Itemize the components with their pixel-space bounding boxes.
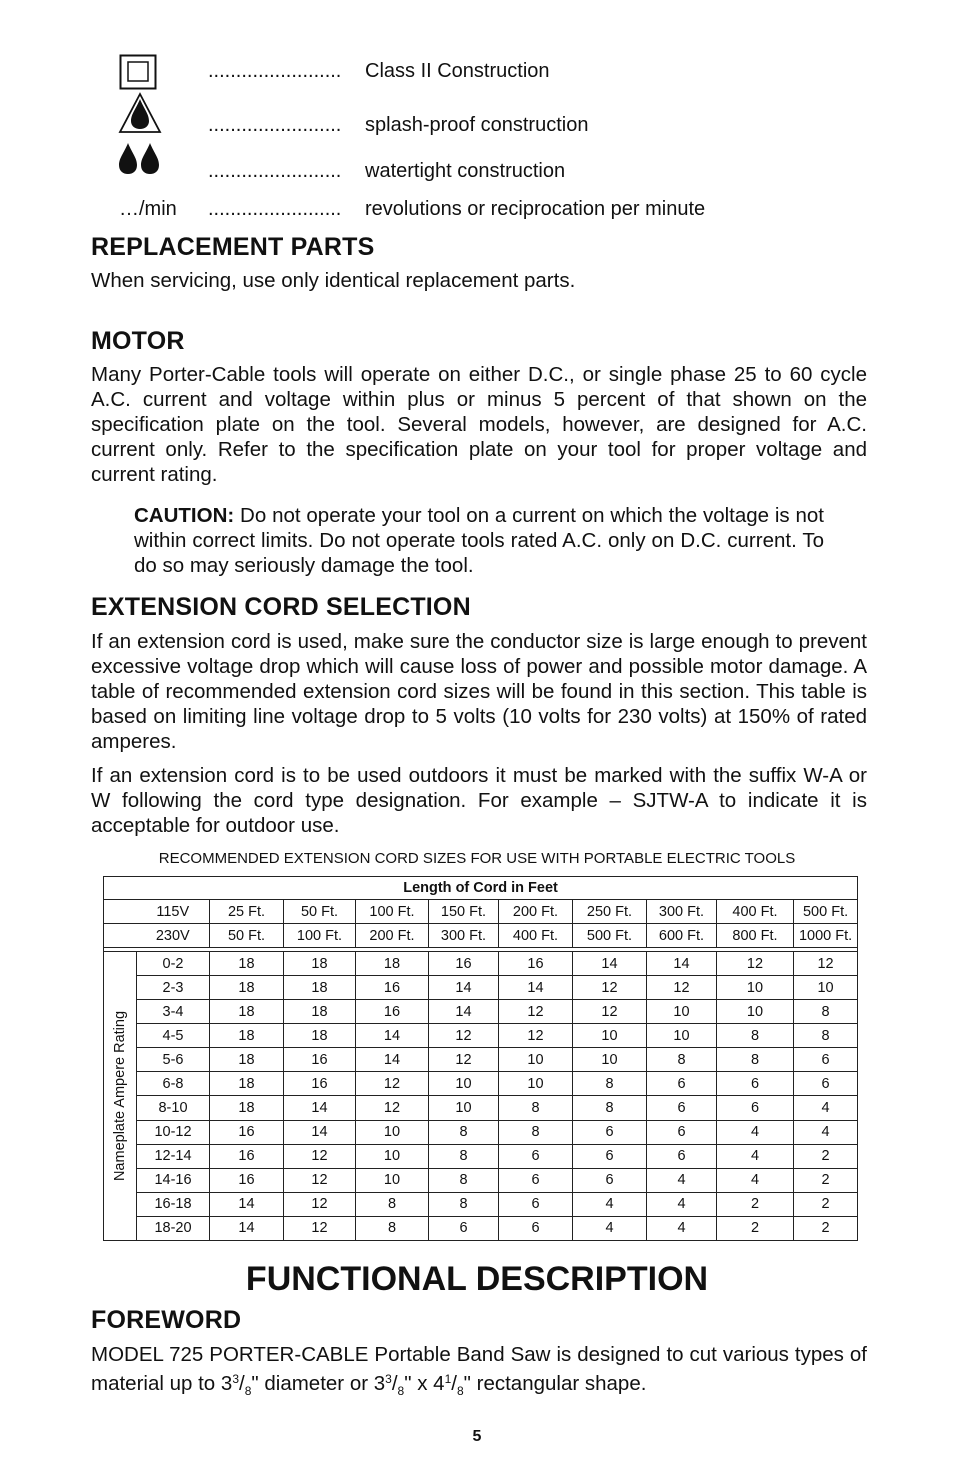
length-cell: 800 Ft. (717, 924, 794, 948)
table-row (104, 1048, 858, 1072)
gauge-cell: 6 (499, 1168, 573, 1192)
symbol-description: Class II Construction (365, 60, 550, 82)
class-ii-square-icon (119, 54, 157, 96)
gauge-cell: 8 (794, 1024, 858, 1048)
gauge-cell: 18 (210, 952, 284, 976)
length-cell: 300 Ft. (429, 924, 499, 948)
gauge-cell: 16 (356, 976, 429, 1000)
extension-cord-table (103, 876, 858, 1241)
gauge-cell: 4 (794, 1120, 858, 1144)
gauge-cell: 4 (717, 1168, 794, 1192)
leader-dots: ........................ (208, 60, 342, 82)
gauge-cell: 12 (356, 1096, 429, 1120)
gauge-cell: 2 (717, 1216, 794, 1240)
gauge-cell: 6 (794, 1048, 858, 1072)
gauge-cell: 8 (794, 1000, 858, 1024)
gauge-cell: 16 (284, 1072, 356, 1096)
gauge-cell: 4 (573, 1192, 647, 1216)
table-row (104, 1000, 858, 1024)
length-cell: 250 Ft. (573, 900, 647, 924)
ampere-range-cell: 2-3 (137, 976, 210, 1000)
gauge-cell: 8 (429, 1144, 499, 1168)
per-minute-symbol: …/min (119, 198, 177, 220)
gauge-cell: 8 (573, 1096, 647, 1120)
row-axis-label-wrap (104, 952, 136, 1240)
length-cell: 100 Ft. (284, 924, 356, 948)
gauge-cell: 16 (210, 1144, 284, 1168)
gauge-cell: 10 (717, 1000, 794, 1024)
ampere-range-cell: 5-6 (137, 1048, 210, 1072)
gauge-cell: 8 (429, 1192, 499, 1216)
length-cell: 200 Ft. (356, 924, 429, 948)
foreword-text-part: " x 4 (404, 1372, 445, 1395)
fraction-denominator: 8 (456, 1384, 464, 1399)
gauge-cell: 18 (210, 1096, 284, 1120)
gauge-cell: 14 (429, 976, 499, 1000)
table-row (104, 1144, 858, 1168)
gauge-cell: 10 (647, 1000, 717, 1024)
gauge-cell: 4 (647, 1216, 717, 1240)
gauge-cell: 18 (210, 1048, 284, 1072)
length-cell: 50 Ft. (284, 900, 356, 924)
length-cell: 500 Ft. (794, 900, 858, 924)
gauge-cell: 6 (717, 1072, 794, 1096)
row-axis-label-text: Nameplate Ampere Rating (112, 1010, 128, 1182)
extension-cord-text-2: If an extension cord is to be used outdoors it must be marked with the suffix W-A or W following the cord type designation. For example – SJTW-A to indicate it is acceptable for outdoor use. (91, 764, 867, 837)
length-cell: 400 Ft. (499, 924, 573, 948)
foreword-text-part: MODEL 725 PORTER-CABLE Portable Band Saw is designed to cut various types of material up to 3 (91, 1343, 867, 1395)
caution-label: CAUTION: (134, 504, 235, 527)
gauge-cell: 2 (794, 1144, 858, 1168)
extension-cord-text-1: If an extension cord is used, make sure the conductor size is large enough to prevent excessive voltage drop which will cause loss of power and possible motor damage. A table of recommended extension cord sizes will be found in this section. This table is based on limiting line voltage drop to 5 volts (10 volts for 230 volts) at 150% of rated amperes. (91, 630, 867, 753)
table-row (104, 1024, 858, 1048)
blank-cell (104, 924, 137, 948)
leader-dots: ........................ (208, 114, 342, 136)
gauge-cell: 16 (210, 1168, 284, 1192)
gauge-cell: 10 (356, 1144, 429, 1168)
gauge-cell: 8 (717, 1048, 794, 1072)
gauge-cell: 2 (717, 1192, 794, 1216)
gauge-cell: 8 (429, 1168, 499, 1192)
voltage-row (104, 900, 858, 924)
gauge-cell: 12 (429, 1048, 499, 1072)
table-header-row (104, 877, 858, 900)
ampere-range-cell: 12-14 (137, 1144, 210, 1168)
table-row (104, 1216, 858, 1240)
gauge-cell: 2 (794, 1168, 858, 1192)
gauge-cell: 6 (717, 1096, 794, 1120)
gauge-cell: 4 (647, 1168, 717, 1192)
ampere-range-cell: 16-18 (137, 1192, 210, 1216)
gauge-cell: 6 (647, 1096, 717, 1120)
leader-dots: ........................ (208, 198, 342, 220)
length-cell: 100 Ft. (356, 900, 429, 924)
gauge-cell: 8 (573, 1072, 647, 1096)
foreword-heading: FOREWORD (91, 1306, 242, 1334)
gauge-cell: 12 (284, 1216, 356, 1240)
foreword-text-part: " rectangular shape. (463, 1372, 647, 1395)
gauge-cell: 8 (356, 1216, 429, 1240)
length-cell: 150 Ft. (429, 900, 499, 924)
gauge-cell: 4 (717, 1144, 794, 1168)
gauge-cell: 12 (284, 1144, 356, 1168)
gauge-cell: 2 (794, 1216, 858, 1240)
table-caption: RECOMMENDED EXTENSION CORD SIZES FOR USE WITH PORTABLE ELECTRIC TOOLS (158, 850, 796, 867)
table-row (104, 1192, 858, 1216)
gauge-cell: 6 (573, 1144, 647, 1168)
gauge-cell: 18 (284, 976, 356, 1000)
length-cell: 400 Ft. (717, 900, 794, 924)
ampere-range-cell: 3-4 (137, 1000, 210, 1024)
gauge-cell: 14 (356, 1048, 429, 1072)
gauge-cell: 16 (356, 1000, 429, 1024)
row-axis-label (104, 952, 137, 1241)
symbol-description: splash-proof construction (365, 114, 589, 136)
table-header-cell: Length of Cord in Feet (104, 877, 858, 900)
length-cell: 500 Ft. (573, 924, 647, 948)
length-cell: 600 Ft. (647, 924, 717, 948)
gauge-cell: 10 (356, 1168, 429, 1192)
gauge-cell: 4 (794, 1096, 858, 1120)
gauge-cell: 6 (647, 1144, 717, 1168)
gauge-cell: 6 (573, 1120, 647, 1144)
gauge-cell: 10 (429, 1072, 499, 1096)
symbol-description: watertight construction (365, 160, 566, 182)
gauge-cell: 14 (284, 1120, 356, 1144)
gauge-cell: 18 (210, 1072, 284, 1096)
blank-cell (104, 900, 137, 924)
ampere-range-cell: 4-5 (137, 1024, 210, 1048)
double-drop-icon (117, 142, 161, 182)
extension-cord-heading: EXTENSION CORD SELECTION (91, 593, 471, 621)
length-cell: 230V (137, 924, 210, 948)
gauge-cell: 14 (647, 952, 717, 976)
gauge-cell: 12 (499, 1000, 573, 1024)
caution-text: Do not operate your tool on a current on which the voltage is not within correct limits. Do not operate tools rated A.C. only on D.C. current. To do so may seriously damage the tool. (134, 504, 824, 577)
table-row (104, 1072, 858, 1096)
gauge-cell: 16 (210, 1120, 284, 1144)
gauge-cell: 14 (210, 1192, 284, 1216)
gauge-cell: 12 (573, 1000, 647, 1024)
gauge-cell: 12 (573, 976, 647, 1000)
single-drop-icon (118, 92, 162, 140)
ampere-range-cell: 10-12 (137, 1120, 210, 1144)
length-cell: 50 Ft. (210, 924, 284, 948)
gauge-cell: 18 (356, 952, 429, 976)
gauge-cell: 16 (499, 952, 573, 976)
length-cell: 1000 Ft. (794, 924, 858, 948)
table-row (104, 976, 858, 1000)
table-row (104, 1120, 858, 1144)
table-row (104, 1096, 858, 1120)
gauge-cell: 6 (499, 1192, 573, 1216)
gauge-cell: 6 (647, 1072, 717, 1096)
functional-description-title: FUNCTIONAL DESCRIPTION (245, 1260, 709, 1298)
page-number: 5 (472, 1428, 482, 1445)
gauge-cell: 8 (356, 1192, 429, 1216)
gauge-cell: 12 (499, 1024, 573, 1048)
symbol-description: revolutions or reciprocation per minute (365, 198, 706, 220)
gauge-cell: 10 (717, 976, 794, 1000)
gauge-cell: 8 (429, 1120, 499, 1144)
ampere-range-cell: 8-10 (137, 1096, 210, 1120)
gauge-cell: 6 (499, 1216, 573, 1240)
gauge-cell: 6 (573, 1168, 647, 1192)
gauge-cell: 8 (647, 1048, 717, 1072)
gauge-cell: 14 (284, 1096, 356, 1120)
gauge-cell: 18 (210, 1024, 284, 1048)
gauge-cell: 8 (499, 1096, 573, 1120)
motor-heading: MOTOR (91, 327, 185, 355)
replacement-parts-text: When servicing, use only identical replacement parts. (91, 269, 576, 292)
fraction-numerator: 1 (444, 1372, 452, 1386)
gauge-cell: 6 (429, 1216, 499, 1240)
gauge-cell: 12 (794, 952, 858, 976)
gauge-cell: 14 (429, 1000, 499, 1024)
gauge-cell: 18 (284, 1000, 356, 1024)
ampere-range-cell: 14-16 (137, 1168, 210, 1192)
gauge-cell: 8 (499, 1120, 573, 1144)
gauge-cell: 14 (499, 976, 573, 1000)
gauge-cell: 10 (573, 1048, 647, 1072)
foreword-text-part: " diameter or 3 (251, 1372, 386, 1395)
gauge-cell: 10 (499, 1072, 573, 1096)
ampere-range-cell: 6-8 (137, 1072, 210, 1096)
gauge-cell: 16 (284, 1048, 356, 1072)
gauge-cell: 8 (717, 1024, 794, 1048)
gauge-cell: 18 (284, 1024, 356, 1048)
fraction-numerator: 3 (232, 1372, 239, 1386)
gauge-cell: 12 (356, 1072, 429, 1096)
length-cell: 300 Ft. (647, 900, 717, 924)
gauge-cell: 6 (499, 1144, 573, 1168)
gauge-cell: 4 (717, 1120, 794, 1144)
leader-dots: ........................ (208, 160, 342, 182)
gauge-cell: 10 (794, 976, 858, 1000)
length-cell: 25 Ft. (210, 900, 284, 924)
gauge-cell: 14 (356, 1024, 429, 1048)
gauge-cell: 6 (794, 1072, 858, 1096)
gauge-cell: 14 (210, 1216, 284, 1240)
table-row (104, 1168, 858, 1192)
foreword-text: MODEL 725 PORTER-CABLE Portable Band Saw is designed to cut various types of material up to $3^3/_8$" diameter or $3^3/_8$" x $4^1/_8$" rectangular shape. (91, 1343, 867, 1399)
gauge-cell: 18 (284, 952, 356, 976)
gauge-cell: 4 (573, 1216, 647, 1240)
gauge-cell: 12 (429, 1024, 499, 1048)
length-cell: 200 Ft. (499, 900, 573, 924)
replacement-parts-heading: REPLACEMENT PARTS (91, 233, 375, 261)
caution-note (134, 503, 824, 578)
gauge-cell: 12 (284, 1192, 356, 1216)
gauge-cell: 18 (210, 976, 284, 1000)
length-cell: 115V (137, 900, 210, 924)
gauge-cell: 12 (284, 1168, 356, 1192)
fraction-numerator: 3 (385, 1372, 392, 1386)
table-row (104, 952, 858, 976)
gauge-cell: 12 (647, 976, 717, 1000)
fraction-denominator: 8 (397, 1384, 405, 1399)
gauge-cell: 10 (573, 1024, 647, 1048)
gauge-cell: 2 (794, 1192, 858, 1216)
gauge-cell: 10 (499, 1048, 573, 1072)
gauge-cell: 16 (429, 952, 499, 976)
motor-text: Many Porter-Cable tools will operate on either D.C., or single phase 25 to 60 cycle A.C. current and voltage within plus or minus 5 percent of that shown on the specification plate on the tool. Several models, however, are designed for A.C. current only. Refer to the specification plate on your tool for proper voltage and current rating. (91, 363, 867, 486)
gauge-cell: 4 (647, 1192, 717, 1216)
ampere-range-cell: 0-2 (137, 952, 210, 976)
ampere-range-cell: 18-20 (137, 1216, 210, 1240)
voltage-row (104, 924, 858, 948)
fraction-denominator: 8 (244, 1384, 252, 1399)
gauge-cell: 14 (573, 952, 647, 976)
gauge-cell: 10 (356, 1120, 429, 1144)
gauge-cell: 18 (210, 1000, 284, 1024)
gauge-cell: 10 (647, 1024, 717, 1048)
gauge-cell: 12 (717, 952, 794, 976)
gauge-cell: 10 (429, 1096, 499, 1120)
gauge-cell: 6 (647, 1120, 717, 1144)
